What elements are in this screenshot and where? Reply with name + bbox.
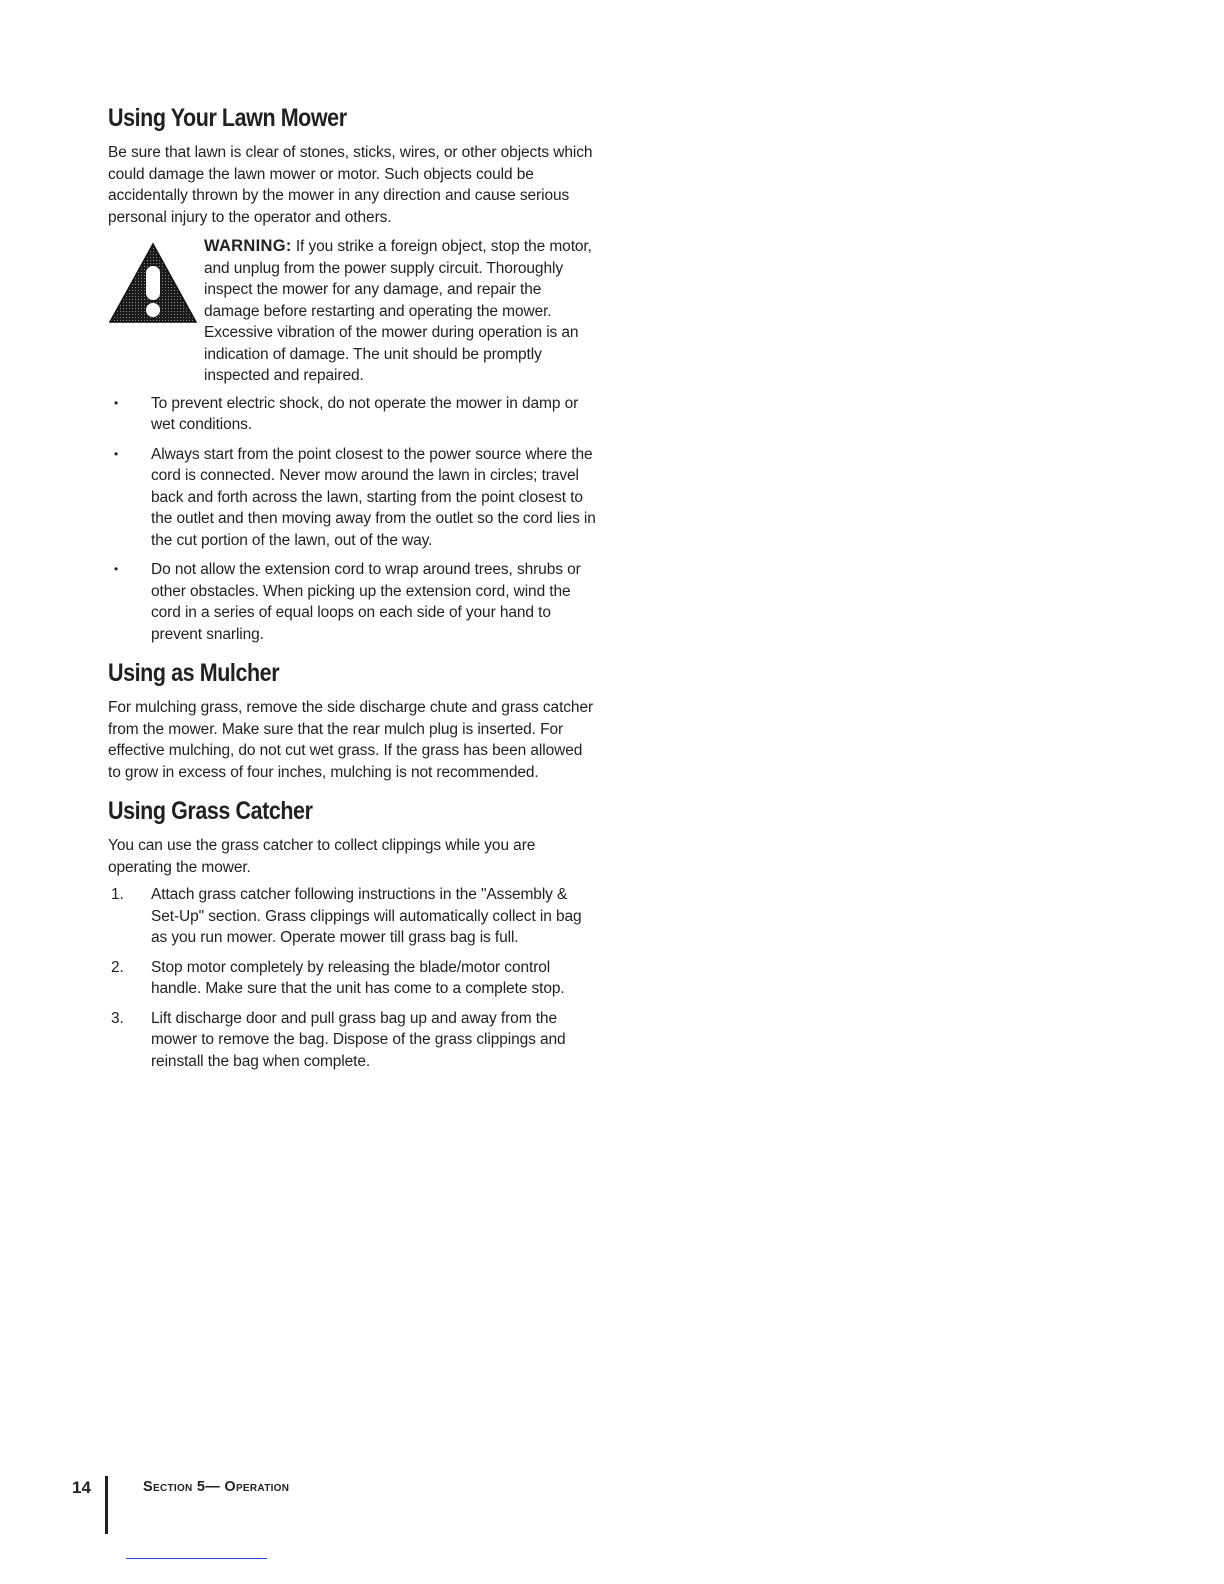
list-item bbox=[108, 884, 598, 949]
footer-section-label: Section 5— Operation bbox=[143, 1479, 290, 1495]
section-paragraph: You can use the grass catcher to collect clippings while you are operating the mower. bbox=[108, 837, 536, 876]
list-item bbox=[108, 393, 598, 436]
list-item-text: Always start from the point closest to the power source where the cord is connected. Never mow around the lawn in circles; travel back and forth across the lawn, starting from the point closest to the outlet and then moving away from the outlet so the cord lies in the cut portion of the lawn, out of the way. bbox=[151, 445, 596, 549]
step-number: 2. bbox=[111, 958, 124, 976]
list-item-text: To prevent electric shock, do not operate the mower in damp or wet conditions. bbox=[151, 394, 579, 433]
step-number: 3. bbox=[111, 1009, 124, 1027]
warning-triangle-icon bbox=[108, 236, 204, 387]
list-item-text: Stop motor completely by releasing the blade/motor control handle. Make sure that the unit has come to a complete stop. bbox=[151, 958, 565, 997]
list-item-text: Attach grass catcher following instructions in the "Assembly & Set-Up" section. Grass clippings will automatically collect in bag as you run mower. Operate mower till grass bag is full. bbox=[151, 886, 582, 946]
list-item bbox=[108, 559, 598, 645]
grass-catcher-steps bbox=[108, 884, 598, 1072]
page-footer bbox=[72, 1476, 472, 1536]
warning-block bbox=[108, 236, 598, 387]
page-number: 14 bbox=[72, 1478, 91, 1497]
bullet-marker: • bbox=[114, 395, 119, 410]
list-item-text: Do not allow the extension cord to wrap around trees, shrubs or other obstacles. When picking up the extension cord, wind the cord in a series of equal loops on each side of your hand to prevent snarling. bbox=[151, 561, 581, 643]
step-number: 1. bbox=[111, 886, 124, 903]
list-item bbox=[108, 957, 598, 1000]
list-item bbox=[108, 1008, 598, 1073]
section-using-your-lawn-mower bbox=[108, 100, 598, 645]
bullet-marker: • bbox=[114, 446, 119, 461]
warning-body: If you strike a foreign object, stop the motor, and unplug from the power supply circuit. Thoroughly inspect the mower for any damage, and repair the damage before restarting and operating the mower. Excessive vibration of the mower during operation is an indication of damage. The unit should be promptly inspected and repaired. bbox=[204, 238, 592, 384]
section-using-grass-catcher bbox=[108, 793, 598, 1072]
link-underline bbox=[126, 1558, 267, 1559]
footer-divider bbox=[105, 1476, 108, 1534]
list-item bbox=[108, 444, 598, 552]
warning-text bbox=[204, 236, 598, 387]
page-content bbox=[108, 100, 598, 1080]
section-paragraph: Be sure that lawn is clear of stones, sticks, wires, or other objects which could damage the lawn mower or motor. Such objects could be accidentally thrown by the mower in any direction and cause serious personal injury to the operator and others. bbox=[108, 144, 593, 226]
section-paragraph: For mulching grass, remove the side discharge chute and grass catcher from the mower. Make sure that the rear mulch plug is inserted. For effective mulching, do not cut wet grass. If the grass has been allowed to grow in excess of four inches, mulching is not recommended. bbox=[108, 699, 594, 781]
list-item-text: Lift discharge door and pull grass bag up and away from the mower to remove the bag. Dispose of the grass clippings and reinstall the bag when complete. bbox=[151, 1009, 566, 1070]
section-heading: Using Your Lawn Mower bbox=[108, 104, 347, 132]
warning-label: WARNING: bbox=[204, 237, 292, 255]
bullet-marker: • bbox=[114, 562, 119, 576]
section-heading: Using Grass Catcher bbox=[108, 797, 313, 825]
safety-bullet-list bbox=[108, 393, 598, 646]
section-heading: Using as Mulcher bbox=[108, 659, 280, 687]
section-using-as-mulcher bbox=[108, 655, 598, 783]
